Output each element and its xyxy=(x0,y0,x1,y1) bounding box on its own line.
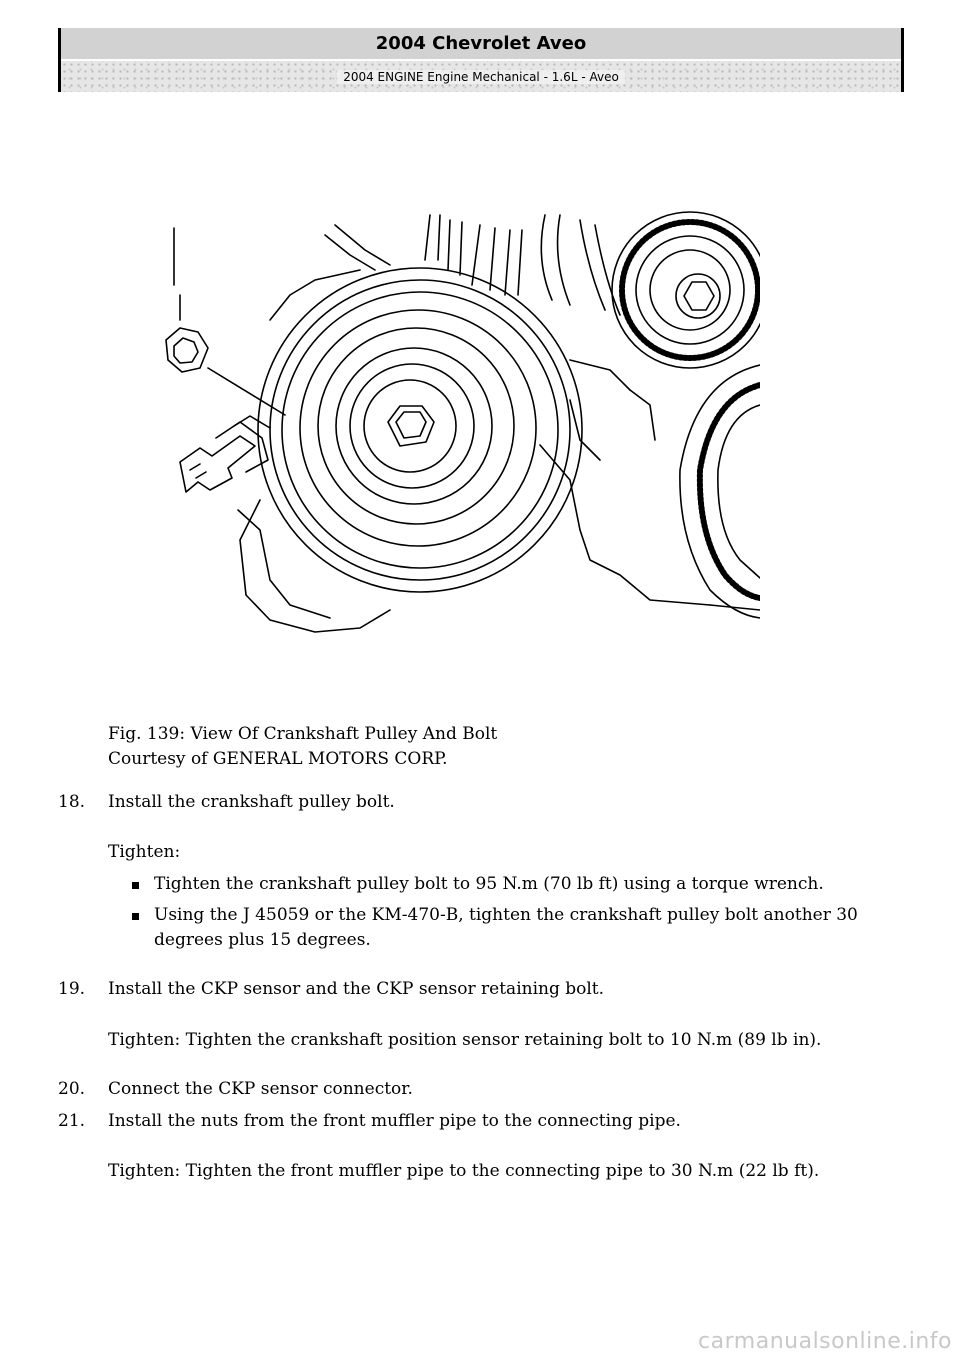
document-header xyxy=(58,28,904,92)
step-number: 20. xyxy=(58,1079,86,1099)
tighten-instruction: Tighten: Tighten the front muffler pipe to the connecting pipe to 30 N.m (22 lb ft). xyxy=(108,1161,820,1181)
figure-caption-credit: Courtesy of GENERAL MOTORS CORP. xyxy=(108,749,448,769)
step-number: 19. xyxy=(58,979,86,999)
figure-caption-title: Fig. 139: View Of Crankshaft Pulley And Bolt xyxy=(108,724,498,744)
figure-caption xyxy=(108,722,497,772)
watermark: carmanualsonline.info xyxy=(698,1329,952,1354)
step-text: Install the CKP sensor and the CKP sensor retaining bolt. xyxy=(108,979,605,999)
tighten-label: Tighten: xyxy=(108,842,181,862)
document-title: 2004 Chevrolet Aveo xyxy=(61,28,901,61)
bullet-item: Tighten the crankshaft pulley bolt to 95 N.m (70 lb ft) using a torque wrench. xyxy=(128,872,894,897)
step-number: 18. xyxy=(58,792,86,812)
tighten-bullet-list xyxy=(128,872,894,959)
bullet-item: Using the J 45059 or the KM-470-B, tighten the crankshaft pulley bolt another 30 degrees plus 15 degrees. xyxy=(128,903,894,953)
document-subtitle: 2004 ENGINE Engine Mechanical - 1.6L - Aveo xyxy=(337,70,625,84)
crankshaft-pulley-illustration xyxy=(150,200,760,650)
step-text: Connect the CKP sensor connector. xyxy=(108,1079,413,1099)
step-text: Install the nuts from the front muffler pipe to the connecting pipe. xyxy=(108,1111,681,1131)
tighten-instruction: Tighten: Tighten the crankshaft position sensor retaining bolt to 10 N.m (89 lb in). xyxy=(108,1030,822,1050)
document-subtitle-bar xyxy=(61,61,901,92)
step-number: 21. xyxy=(58,1111,86,1131)
step-text: Install the crankshaft pulley bolt. xyxy=(108,792,395,812)
